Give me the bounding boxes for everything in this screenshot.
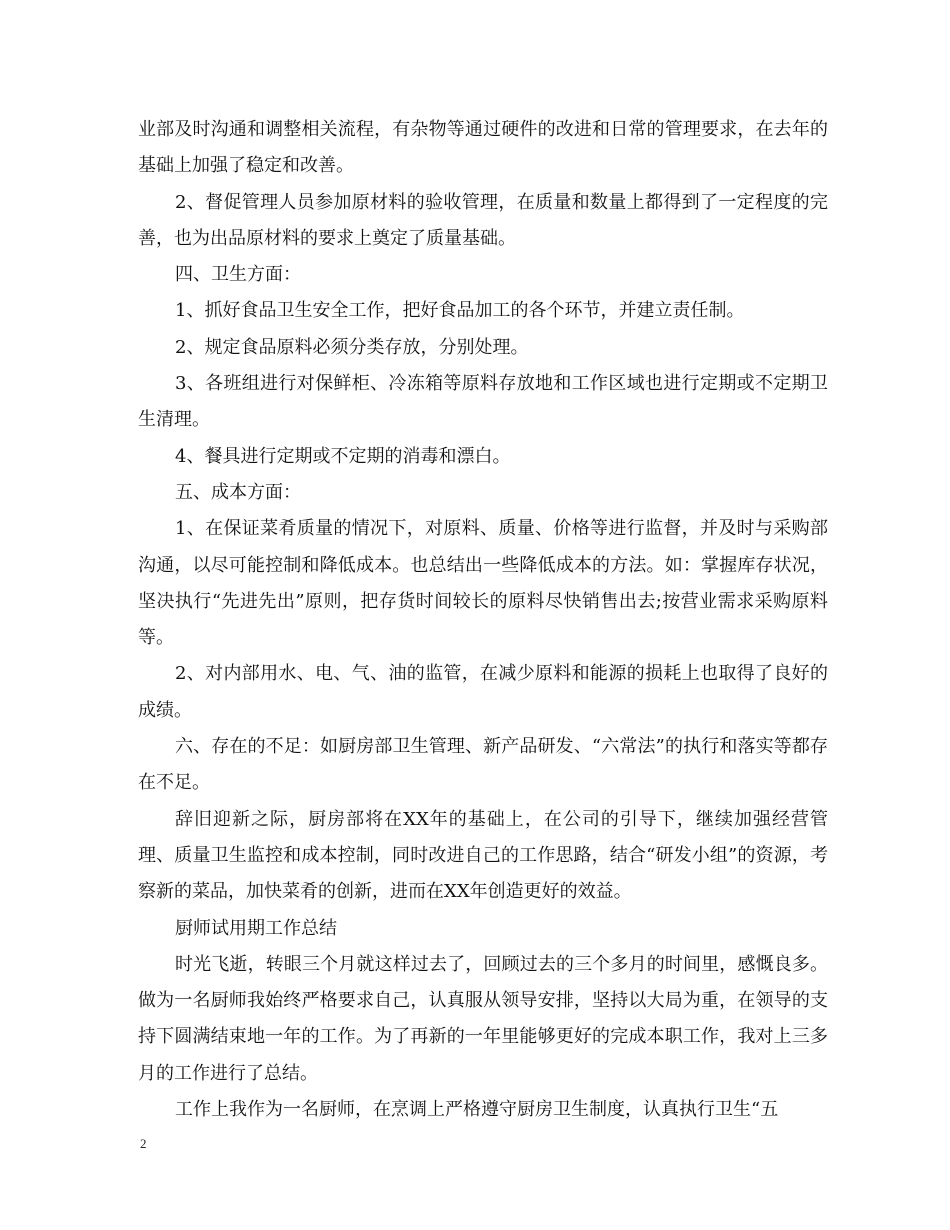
paragraph: 1、抓好食品卫生安全工作，把好食品加工的各个环节，并建立责任制。 xyxy=(175,300,745,322)
section-heading: 四、卫生方面： xyxy=(175,264,301,286)
paragraph: 2、对内部用水、电、气、油的监管，在减少原料和能源的损耗上也取得了良好的成绩。 xyxy=(138,663,828,721)
paragraph: 2、督促管理人员参加原材料的验收管理，在质量和数量上都得到了一定程度的完善，也为出品原材料的要求上奠定了质量基础。 xyxy=(138,191,828,249)
paragraph: 3、各班组进行对保鲜柜、冷冻箱等原料存放地和工作区域也进行定期或不定期卫生清理。 xyxy=(138,373,828,431)
paragraph: 时光飞逝，转眼三个月就这样过去了，回顾过去的三个多月的时间里，感慨良多。做为一名厨师我始终严格要求自己，认真服从领导安排，坚持以大局为重，在领导的支持下圆满结束地一年的工作。为了再新的一年里能够更好的完成本职工作，我对上三多月的工作进行了总结。 xyxy=(138,953,828,1084)
paragraph: 工作上我作为一名厨师，在烹调上严格遵守厨房卫生制度，认真执行卫生“五 xyxy=(175,1099,779,1121)
document-title: 厨师试用期工作总结 xyxy=(175,917,337,939)
document-body xyxy=(138,112,828,1128)
section-heading: 五、成本方面： xyxy=(175,481,301,503)
page-number: 2 xyxy=(140,1136,147,1151)
paragraph: 业部及时沟通和调整相关流程，有杂物等通过硬件的改进和日常的管理要求，在去年的基础上加强了稳定和改善。 xyxy=(138,119,828,177)
paragraph: 2、规定食品原料必须分类存放，分别处理。 xyxy=(175,336,529,358)
paragraph: 辞旧迎新之际，厨房部将在XX年的基础上，在公司的引导下，继续加强经营管理、质量卫生监控和成本控制，同时改进自己的工作思路，结合“研发小组”的资源，考察新的菜品，加快菜肴的创新，进而在XX年创造更好的效益。 xyxy=(138,808,828,903)
paragraph: 六、存在的不足：如厨房部卫生管理、新产品研发、“六常法”的执行和落实等都存在不足。 xyxy=(138,736,828,794)
paragraph: 4、餐具进行定期或不定期的消毒和漂白。 xyxy=(175,445,511,467)
paragraph: 1、在保证菜肴质量的情况下，对原料、质量、价格等进行监督，并及时与采购部沟通，以尽可能控制和降低成本。也总结出一些降低成本的方法。如：掌握库存状况，坚决执行“先进先出”原则，把存货时间较长的原料尽快销售出去;按营业需求采购原料等。 xyxy=(138,518,828,649)
